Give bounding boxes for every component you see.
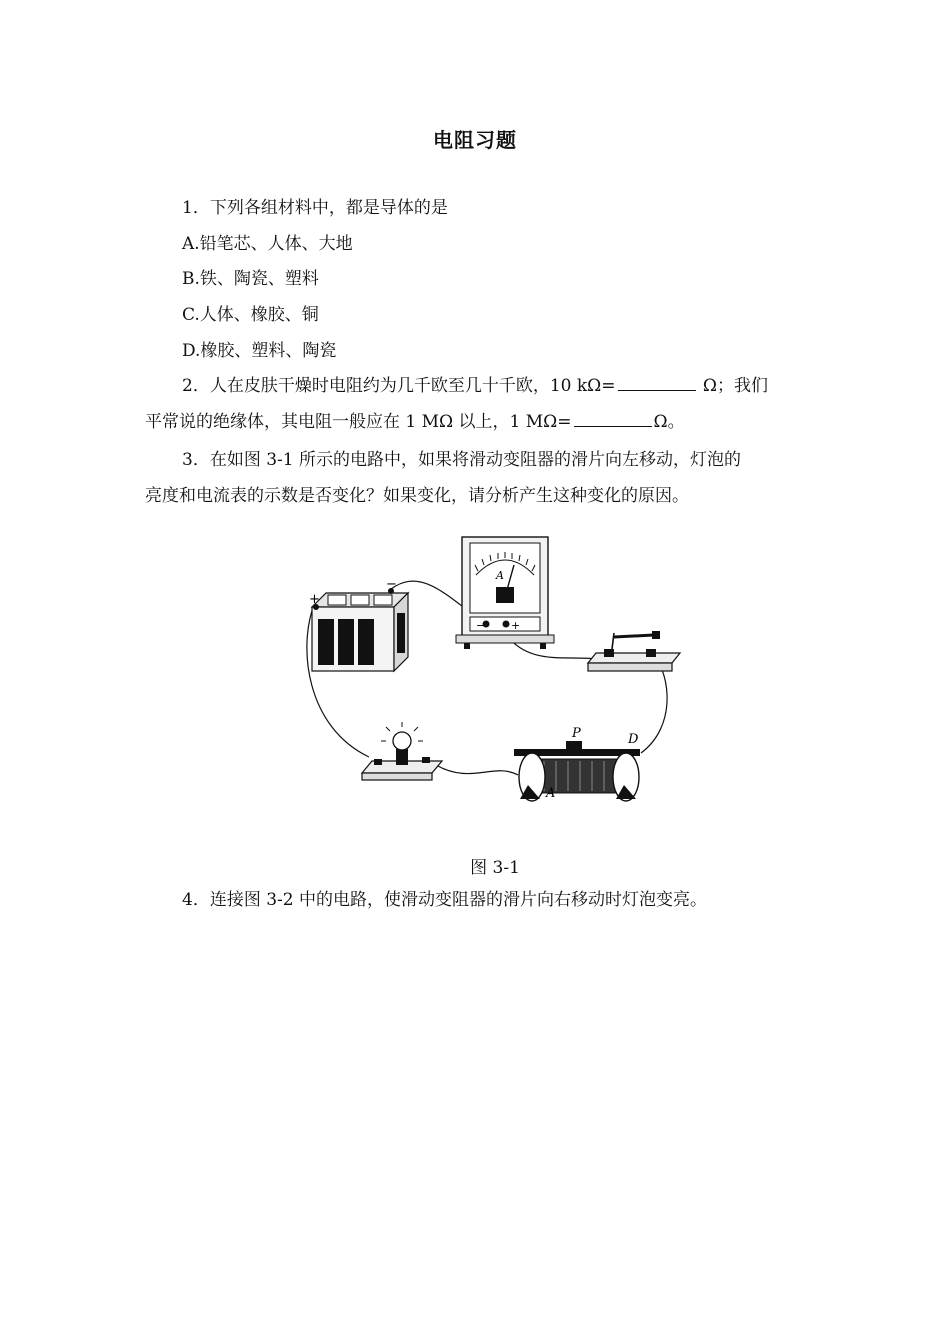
- question-4: 4．连接图 3-2 中的电路，使滑动变阻器的滑片向右移动时灯泡变亮。: [182, 890, 707, 910]
- rheostat-label-a: A: [546, 786, 556, 801]
- circuit-figure: [296, 527, 688, 817]
- question-2-line-2: [145, 410, 685, 434]
- switch: [588, 631, 680, 671]
- ammeter: [456, 537, 554, 649]
- question-3-line-2: 亮度和电流表的示数是否变化？如果变化，请分析产生这种变化的原因。: [145, 486, 689, 506]
- rheostat-label-d: D: [628, 732, 639, 747]
- battery-minus-label: −: [386, 577, 397, 592]
- question-1-option-c: C.人体、橡胶、铜: [182, 305, 319, 325]
- figure-caption: 图 3-1: [470, 858, 520, 878]
- ammeter-unit-label: A: [496, 569, 504, 582]
- question-1-option-a: A.铅笔芯、人体、大地: [182, 234, 353, 254]
- ammeter-minus-label: −: [476, 619, 486, 632]
- answer-blank-1: [618, 374, 696, 391]
- question-2-line-1: [182, 374, 768, 398]
- question-1-option-d: D.橡胶、塑料、陶瓷: [182, 341, 337, 361]
- answer-blank-2: [574, 410, 652, 427]
- question-1-stem: 1．下列各组材料中，都是导体的是: [182, 198, 448, 218]
- question-2-text-c: 平常说的绝缘体，其电阻一般应在 1 MΩ 以上，1 MΩ=: [145, 412, 572, 432]
- rheostat: [514, 726, 640, 801]
- question-1-option-b: B.铁、陶瓷、塑料: [182, 269, 319, 289]
- battery: [309, 577, 408, 671]
- page-title: 电阻习题: [433, 128, 517, 152]
- question-2-text-d: Ω。: [653, 412, 685, 432]
- question-3-line-1: 3．在如图 3-1 所示的电路中，如果将滑动变阻器的滑片向左移动，灯泡的: [182, 450, 741, 470]
- battery-plus-label: +: [309, 592, 320, 607]
- ammeter-plus-label: +: [511, 619, 521, 632]
- question-2-text-b: Ω；我们: [697, 376, 768, 396]
- question-2-text-a: 2．人在皮肤干燥时电阻约为几千欧至几十千欧，10 kΩ=: [182, 376, 616, 396]
- lamp: [362, 722, 442, 780]
- rheostat-label-p: P: [572, 726, 581, 741]
